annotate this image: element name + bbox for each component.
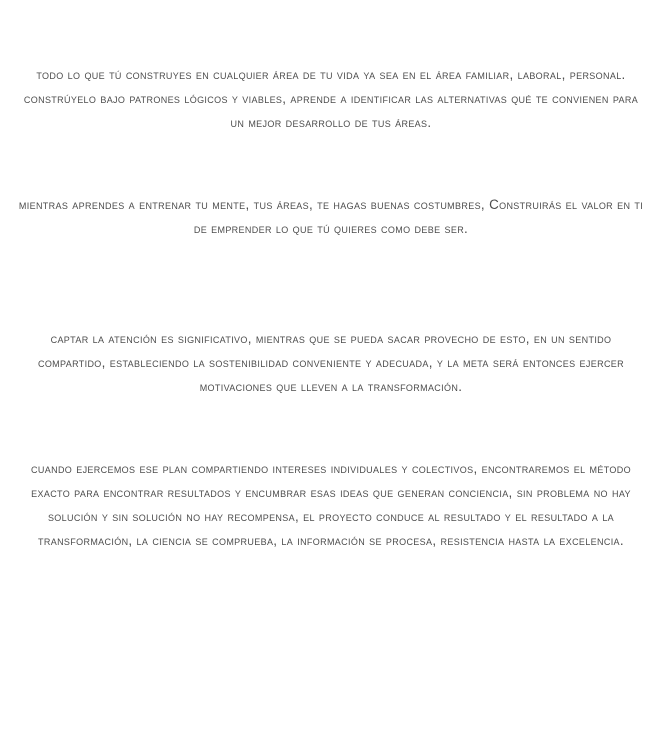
paragraph-2: mientras aprendes a entrenar tu mente, tus áreas, te hagas buenas costumbres, Construirás el valor en ti de emprender lo que tú quieres como debe ser. bbox=[18, 197, 644, 236]
paragraph-3: captar la atención es significativo, mientras que se pueda sacar provecho de esto, en un sentido compartido, estableciendo la sostenibilidad conveniente y adecuada, y la meta será entonces ejercer motivaciones que lleven a la transformación. bbox=[37, 331, 624, 394]
paragraph-1: todo lo que tú construyes en cualquier área de tu vida ya sea en el área familiar, laboral, personal. constrúyelo bajo patrones lógicos y viables, aprende a identificar las alternativas qué te convienen para un mejor desarrollo de tus áreas. bbox=[23, 67, 639, 130]
paragraph-4: cuando ejercemos ese plan compartiendo intereses individuales y colectivos, encontraremos el método exacto para encontrar resultados y encumbrar esas ideas que generan conciencia, sin problema no hay solución y sin solución no hay recompensa, el proyecto conduce al resultado y el resultado a la transformación, la ciencia se comprueba, la información se procesa, resistencia hasta la excelencia. bbox=[31, 461, 631, 548]
